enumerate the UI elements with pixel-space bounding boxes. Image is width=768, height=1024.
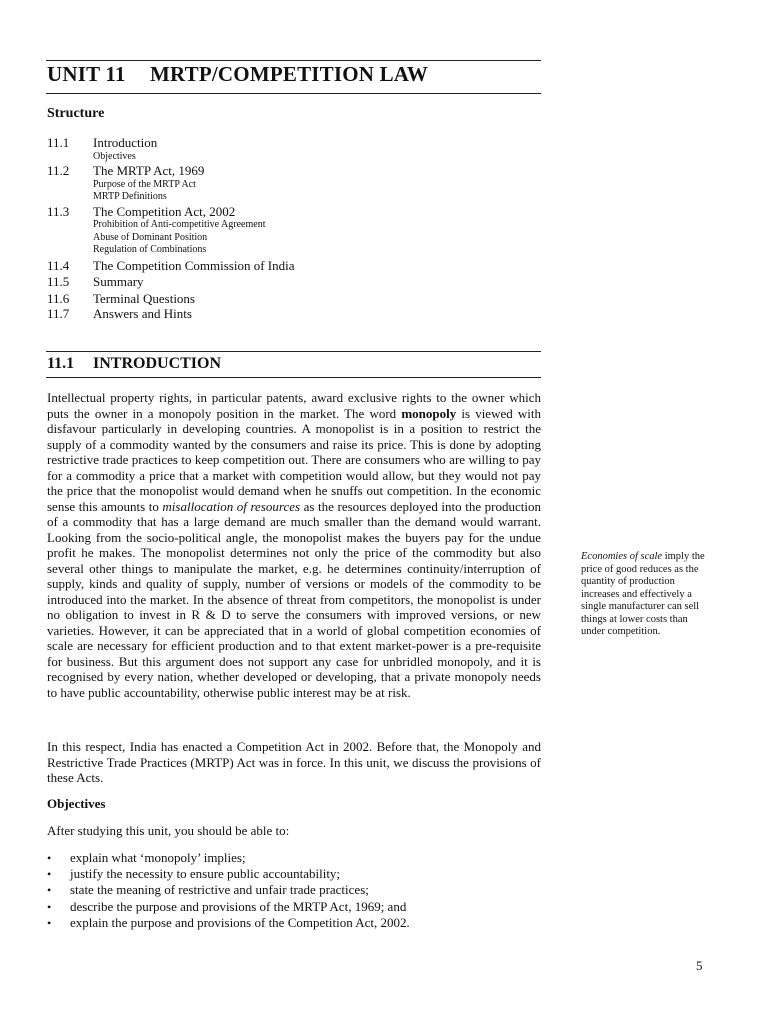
unit-number: UNIT 11 (47, 62, 126, 86)
unit-title (47, 62, 542, 87)
intro-text: as the resources deployed into the production of a commodity that has a large demand are much smaller than the demand would warrant. Looking from the socio-political angle, the monopolist makes the buyers pay for the undue profit he makes. The monopolist determines not only the price of the commodity but also several other things to manipulate the market, e.g. he determines continuity/interruption of supply, kinds and quality of supply, number of versions or models of the commodity to be introduced into the market. In the absence of threat from competitors, the monopolist is under no obligation to invest in R & D to serve the consumers with improved versions, or new varieties. However, it can be appreciated that in a world of global competition economies of scale are necessary for efficient production and to that extent market-power is a pre-requisite for business. But this argument does not support any case for unbridled monopoly, and it is recognised by every nation, whether developed or developing, that a private monopoly needs to have public accountability, otherwise public interest may be at risk. (47, 498, 541, 700)
section-heading (47, 355, 221, 373)
toc-title: The MRTP Act, 1969 (93, 163, 205, 178)
toc-entry (47, 291, 542, 307)
term-monopoly: monopoly (401, 405, 457, 421)
toc-title: The Competition Commission of India (93, 257, 295, 273)
section-top-rule (46, 351, 541, 352)
list-item (47, 899, 541, 915)
list-item (47, 850, 541, 866)
toc-title: Terminal Questions (93, 290, 195, 306)
objectives-intro: After studying this unit, you should be able to: (47, 823, 290, 838)
top-rule (46, 60, 541, 61)
intro-paragraph (47, 390, 541, 700)
toc-title: Answers and Hints (93, 306, 192, 321)
list-item (47, 915, 541, 931)
structure-heading: Structure (47, 106, 105, 121)
toc-subitem: MRTP Definitions (93, 191, 167, 202)
objectives-list (47, 850, 541, 931)
toc-number: 11.3 (47, 203, 70, 219)
title-bottom-rule (46, 93, 541, 94)
page-number: 5 (696, 958, 703, 973)
toc-subitem: Purpose of the MRTP Act (93, 178, 196, 190)
toc-entry (47, 204, 542, 257)
toc-subitem: Objectives (93, 150, 136, 162)
toc-title: Introduction (93, 135, 158, 150)
section-title: INTRODUCTION (93, 355, 222, 372)
bullet-icon: • (47, 915, 52, 930)
term-misallocation: misallocation of resources (162, 498, 301, 514)
toc-number: 11.2 (47, 163, 70, 178)
list-item-text: justify the necessity to ensure public accountability; (70, 866, 341, 882)
intro-text: Intellectual property rights, in particular patents, award exclusive rights to the owner which puts the owner in a monopoly position in the market. The word (47, 390, 541, 421)
toc-number: 11.6 (47, 290, 70, 306)
bullet-icon: • (47, 867, 52, 882)
toc-title: Summary (93, 274, 144, 289)
section-bottom-rule (46, 377, 541, 378)
objectives-heading: Objectives (47, 796, 106, 811)
toc-title: The Competition Act, 2002 (93, 203, 236, 219)
bullet-icon: • (47, 899, 52, 914)
toc-entry (47, 258, 542, 274)
list-item-text: state the meaning of restrictive and unfair trade practices; (70, 882, 369, 898)
margin-note (581, 551, 711, 639)
section-number: 11.1 (47, 355, 75, 372)
toc-number: 11.5 (47, 274, 70, 289)
intro-text: is viewed with disfavour particularly in developing countries. A monopolist is in a position to restrict the supply of a commodity wanted by the consumers and raise its price. This is done by adopting restrictive trade practices to keep competition out. There are consumers who are willing to pay for a commodity a price that a market with competition would allow, but they would not pay the price that the monopolist would demand when he snuffs out competition. In the economic sense this amounts to (47, 405, 541, 514)
list-item (47, 882, 541, 898)
table-of-contents (47, 135, 542, 322)
toc-number: 11.1 (47, 135, 70, 150)
bullet-icon: • (47, 883, 52, 898)
toc-number: 11.4 (47, 257, 70, 273)
toc-entry (47, 163, 542, 204)
list-item-text: explain the purpose and provisions of the Competition Act, 2002. (70, 914, 410, 930)
toc-entry (47, 135, 542, 163)
toc-subitem: Regulation of Combinations (93, 244, 207, 255)
margin-note-text: imply the price of good reduces as the quantity of production increases and effectively a single manufacturer can sell things at lower costs than under competition. (581, 551, 705, 637)
list-item (47, 866, 541, 882)
act-paragraph: In this respect, India has enacted a Competition Act in 2002. Before that, the Monopoly and Restrictive Trade Practices (MRTP) Act was in force. In this unit, we discuss the provisions of these Acts. (47, 739, 541, 785)
list-item-text: explain what ‘monopoly’ implies; (70, 850, 246, 865)
toc-number: 11.7 (47, 306, 70, 321)
bullet-icon: • (47, 851, 52, 865)
margin-note-term: Economies of scale (581, 551, 663, 562)
toc-subitem: Prohibition of Anti-competitive Agreement (93, 219, 266, 230)
toc-subitem: Abuse of Dominant Position (93, 231, 208, 243)
list-item-text: describe the purpose and provisions of the MRTP Act, 1969; and (70, 898, 407, 914)
toc-entry (47, 274, 542, 290)
unit-name: MRTP/COMPETITION LAW (150, 62, 429, 86)
toc-entry (47, 306, 542, 322)
